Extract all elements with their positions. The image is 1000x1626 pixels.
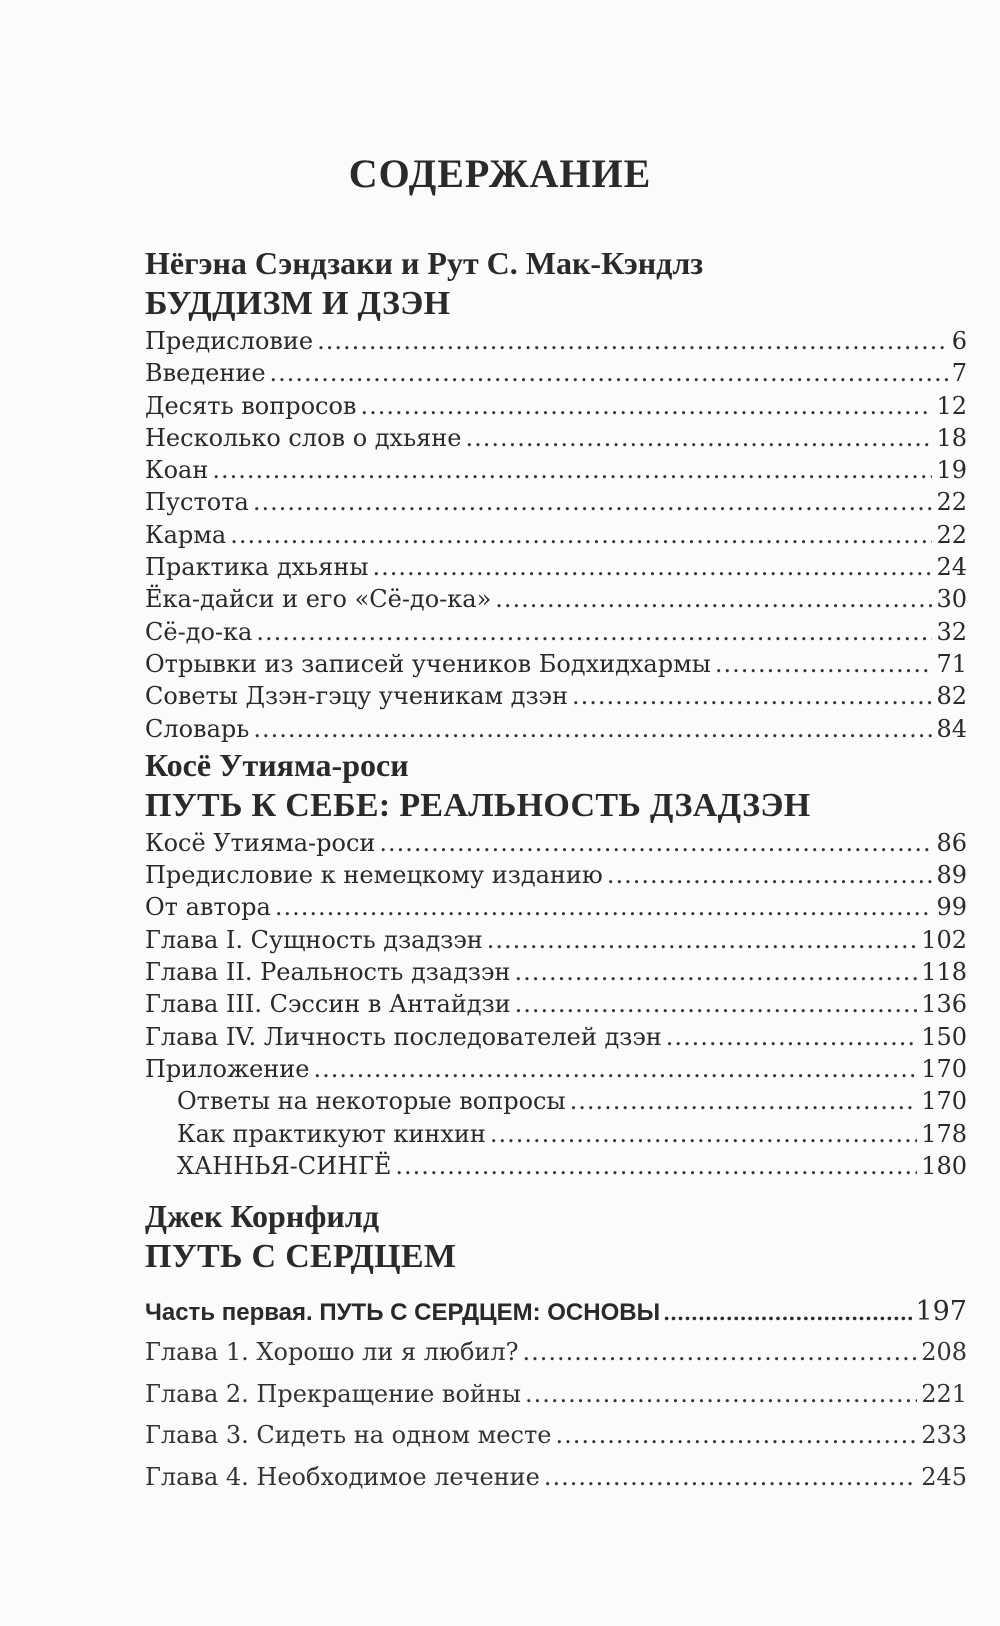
leader-dots <box>715 648 933 680</box>
leader-dots <box>317 325 948 357</box>
entry-page: 30 <box>936 585 967 614</box>
leader-dots <box>379 827 932 859</box>
entry-page: 208 <box>921 1338 967 1367</box>
entry-label: Несколько слов о дхьяне <box>145 423 462 452</box>
entry-page: 221 <box>921 1379 967 1408</box>
entry-page: 102 <box>921 925 967 954</box>
section-book-title: ПУТЬ К СЕБЕ: РЕАЛЬНОСТЬ ДЗАДЗЭН <box>145 786 811 824</box>
toc-entry[interactable] <box>145 486 967 518</box>
toc-entry[interactable] <box>145 1021 967 1053</box>
toc-entry[interactable] <box>145 680 967 712</box>
entry-page: 150 <box>921 1022 967 1051</box>
leader-dots <box>514 956 917 988</box>
leader-dots <box>607 859 933 891</box>
entry-page: 12 <box>936 391 967 420</box>
entry-page: 22 <box>936 520 967 549</box>
entry-label: Косё Утияма-роси <box>145 828 376 857</box>
entry-label: Предисловие <box>145 327 314 355</box>
toc-subentry[interactable] <box>145 1118 967 1150</box>
toc-entry[interactable] <box>145 551 967 583</box>
leader-dots <box>555 1415 917 1457</box>
toc-entry[interactable] <box>145 988 967 1020</box>
entry-label: Глава II. Реальность дзадзэн <box>145 958 511 987</box>
entry-page: 82 <box>936 682 967 711</box>
toc-subentry[interactable] <box>145 1150 967 1182</box>
section-book-title: БУДДИЗМ И ДЗЭН <box>145 285 451 322</box>
toc-list <box>145 1332 967 1498</box>
toc-entry[interactable] <box>145 357 967 389</box>
entry-label: Введение <box>145 359 266 388</box>
toc-entry[interactable] <box>145 924 967 956</box>
entry-label: Сё-до-ка <box>145 617 253 646</box>
entry-label: Ответы на некоторые вопросы <box>177 1087 566 1116</box>
leader-dots <box>572 680 932 712</box>
toc-entry[interactable] <box>145 519 967 551</box>
leader-dots <box>230 519 932 551</box>
entry-page: 32 <box>936 617 967 646</box>
leader-dots <box>212 454 932 486</box>
entry-label: Глава III. Сэссин в Антайдзи <box>145 990 511 1019</box>
toc-entry[interactable] <box>145 1415 967 1457</box>
toc-entry[interactable] <box>145 956 967 988</box>
entry-label: Глава 4. Необходимое лечение <box>145 1462 540 1491</box>
leader-dots <box>313 1053 917 1085</box>
entry-label: Предисловие к немецкому изданию <box>145 861 603 890</box>
toc-list <box>145 325 967 745</box>
entry-label: Как практикуют кинхин <box>177 1119 486 1148</box>
leader-dots <box>360 390 932 422</box>
entry-label: Десять вопросов <box>145 391 357 420</box>
entry-page: 233 <box>921 1421 967 1450</box>
leader-dots <box>490 1118 917 1150</box>
entry-label: Карма <box>145 520 227 549</box>
leader-dots <box>544 1457 917 1499</box>
part-page: 197 <box>915 1296 967 1328</box>
toc-entry[interactable] <box>145 1332 967 1374</box>
toc-entry[interactable] <box>145 325 967 357</box>
toc-entry[interactable] <box>145 891 967 923</box>
toc-section-2 <box>145 745 967 1182</box>
leader-dots <box>495 583 932 615</box>
toc-subentry[interactable] <box>145 1085 967 1117</box>
entry-page: 86 <box>936 828 967 857</box>
section-author: Нёгэна Сэндзаки и Рут С. Мак-Кэндлз <box>145 245 704 281</box>
page-title: СОДЕРЖАНИЕ <box>348 151 652 196</box>
entry-label: Глава 3. Сидеть на одном месте <box>145 1421 552 1450</box>
toc-entry[interactable] <box>145 616 967 648</box>
entry-page: 170 <box>921 1054 967 1083</box>
entry-page: 22 <box>936 488 967 517</box>
toc-entry[interactable] <box>145 583 967 615</box>
section-book-title: ПУТЬ С СЕРДЦЕМ <box>145 1238 457 1276</box>
toc-section-3 <box>145 1196 967 1498</box>
entry-page: 118 <box>921 958 967 987</box>
entry-label: Практика дхьяны <box>145 553 369 582</box>
leader-dots <box>525 1374 917 1416</box>
entry-page: 6 <box>951 327 967 355</box>
toc-content <box>145 243 967 1498</box>
leader-dots <box>570 1085 918 1117</box>
entry-page: 178 <box>921 1119 967 1148</box>
entry-label: Советы Дзэн-гэцу ученикам дзэн <box>145 682 568 711</box>
entry-label: Коан <box>145 456 209 485</box>
toc-entry[interactable] <box>145 390 967 422</box>
entry-label: Глава 1. Хорошо ли я любил? <box>145 1338 519 1367</box>
section-author: Косё Утияма-роси <box>145 746 409 783</box>
toc-entry[interactable] <box>145 859 967 891</box>
leader-dots <box>253 486 933 518</box>
leader-dots <box>372 551 932 583</box>
leader-dots <box>663 1293 912 1333</box>
leader-dots <box>487 924 917 956</box>
entry-label: Глава I. Сущность дзадзэн <box>145 925 483 954</box>
leader-dots <box>466 422 933 454</box>
toc-list <box>145 827 967 1182</box>
entry-page: 136 <box>921 990 967 1019</box>
leader-dots <box>515 988 918 1020</box>
entry-page: 180 <box>921 1151 967 1180</box>
toc-entry[interactable] <box>145 454 967 486</box>
toc-entry[interactable] <box>145 1374 967 1416</box>
entry-label: Глава IV. Личность последователей дзэн <box>145 1022 662 1051</box>
toc-entry[interactable] <box>145 648 967 680</box>
entry-label: Словарь <box>145 714 250 743</box>
entry-page: 99 <box>936 893 967 922</box>
part-label: Часть первая. ПУТЬ С СЕРДЦЕМ: ОСНОВЫ <box>145 1299 661 1327</box>
leader-dots <box>253 713 932 745</box>
entry-page: 24 <box>936 553 967 582</box>
entry-page: 71 <box>936 649 967 678</box>
entry-label: Приложение <box>145 1054 310 1083</box>
entry-label: От автора <box>145 893 271 922</box>
entry-label: Ёка-дайси и его «Сё-до-ка» <box>145 585 492 614</box>
entry-page: 89 <box>936 861 967 890</box>
toc-entry[interactable] <box>145 1053 967 1085</box>
leader-dots <box>275 891 933 923</box>
toc-part-entry[interactable] <box>145 1292 967 1332</box>
entry-label: Отрывки из записей учеников Бодхидхармы <box>145 649 711 678</box>
entry-label: Глава 2. Прекращение войны <box>145 1379 521 1408</box>
entry-page: 84 <box>936 714 967 743</box>
entry-page: 245 <box>921 1462 967 1491</box>
toc-entry[interactable] <box>145 827 967 859</box>
leader-dots <box>666 1021 917 1053</box>
leader-dots <box>523 1332 918 1374</box>
leader-dots <box>395 1150 917 1182</box>
leader-dots <box>270 357 948 389</box>
entry-page: 19 <box>936 456 967 485</box>
section-author: Джек Корнфилд <box>145 1198 379 1235</box>
entry-label: ХАННЬЯ-СИНГЁ <box>177 1151 392 1180</box>
toc-entry[interactable] <box>145 422 967 454</box>
entry-page: 18 <box>936 423 967 452</box>
toc-entry[interactable] <box>145 713 967 745</box>
entry-label: Пустота <box>145 488 249 517</box>
toc-entry[interactable] <box>145 1457 967 1499</box>
leader-dots <box>256 616 932 648</box>
entry-page: 170 <box>921 1087 967 1116</box>
toc-section-1 <box>145 243 967 745</box>
entry-page: 7 <box>951 359 967 388</box>
